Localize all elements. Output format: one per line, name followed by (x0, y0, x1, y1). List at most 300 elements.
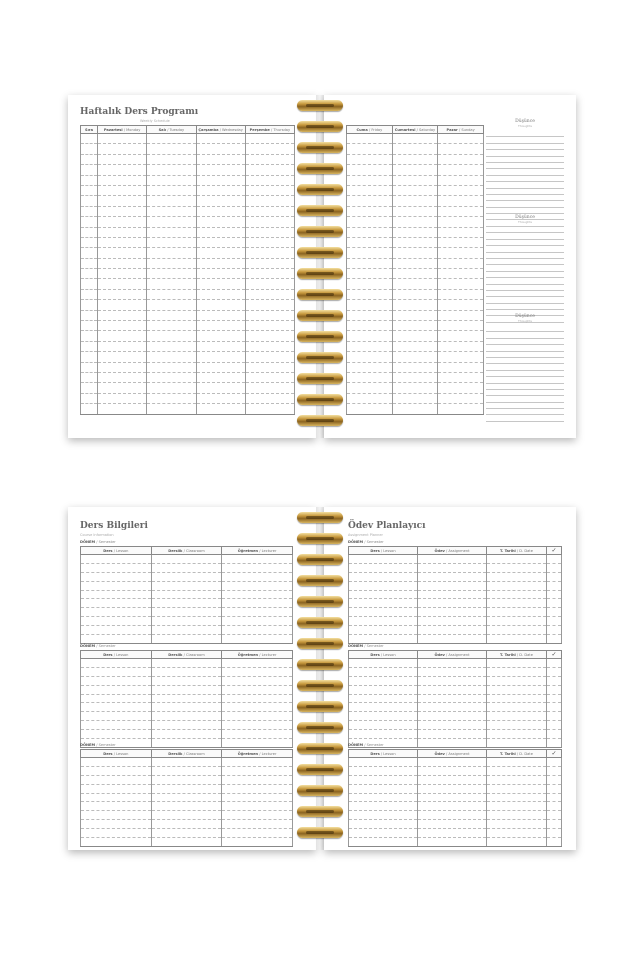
table-cell[interactable] (81, 667, 152, 676)
table-cell[interactable] (147, 383, 196, 393)
table-cell[interactable] (222, 685, 293, 694)
table-cell[interactable] (81, 829, 152, 838)
table-cell[interactable] (151, 721, 222, 730)
table-cell[interactable] (547, 635, 562, 644)
table-cell[interactable] (81, 838, 152, 847)
table-cell[interactable] (349, 599, 418, 608)
table-cell[interactable] (347, 404, 393, 414)
table-cell[interactable] (547, 572, 562, 581)
table-cell[interactable] (487, 703, 547, 712)
table-cell[interactable] (392, 165, 438, 175)
table-cell[interactable] (349, 694, 418, 703)
table-cell[interactable] (438, 300, 484, 310)
table-cell[interactable] (98, 393, 147, 403)
table-cell[interactable] (245, 134, 294, 144)
table-cell[interactable] (487, 563, 547, 572)
table-cell[interactable] (245, 217, 294, 227)
table-cell[interactable] (487, 617, 547, 626)
table-cell[interactable] (81, 617, 152, 626)
table-cell[interactable] (245, 269, 294, 279)
table-cell[interactable] (392, 185, 438, 195)
table-cell[interactable] (438, 362, 484, 372)
table-cell[interactable] (245, 248, 294, 258)
table-cell[interactable] (81, 635, 152, 644)
table-cell[interactable] (196, 227, 245, 237)
table-cell[interactable] (392, 352, 438, 362)
table-cell[interactable] (347, 310, 393, 320)
table-cell[interactable] (392, 134, 438, 144)
table-cell[interactable] (196, 372, 245, 382)
table-cell[interactable] (418, 626, 487, 635)
table-cell[interactable] (196, 300, 245, 310)
table-cell[interactable] (245, 175, 294, 185)
table-cell[interactable] (347, 134, 393, 144)
table-cell[interactable] (547, 811, 562, 820)
table-cell[interactable] (222, 599, 293, 608)
table-cell[interactable] (98, 165, 147, 175)
table-cell[interactable] (392, 321, 438, 331)
table-cell[interactable] (81, 775, 152, 784)
table-cell[interactable] (81, 590, 152, 599)
table-cell[interactable] (349, 617, 418, 626)
table-cell[interactable] (392, 300, 438, 310)
table-cell[interactable] (151, 581, 222, 590)
table-cell[interactable] (349, 712, 418, 721)
table-cell[interactable] (418, 617, 487, 626)
table-cell[interactable] (392, 269, 438, 279)
table-cell[interactable] (81, 352, 98, 362)
table-cell[interactable] (547, 694, 562, 703)
table-cell[interactable] (487, 572, 547, 581)
table-cell[interactable] (438, 237, 484, 247)
table-cell[interactable] (81, 608, 152, 617)
table-cell[interactable] (98, 362, 147, 372)
table-cell[interactable] (347, 279, 393, 289)
table-cell[interactable] (81, 793, 152, 802)
table-cell[interactable] (349, 829, 418, 838)
table-cell[interactable] (487, 775, 547, 784)
table-cell[interactable] (147, 217, 196, 227)
table-cell[interactable] (547, 703, 562, 712)
table-cell[interactable] (547, 766, 562, 775)
table-cell[interactable] (392, 393, 438, 403)
table-cell[interactable] (438, 165, 484, 175)
table-cell[interactable] (347, 196, 393, 206)
table-cell[interactable] (438, 372, 484, 382)
table-cell[interactable] (438, 404, 484, 414)
table-cell[interactable] (151, 572, 222, 581)
table-cell[interactable] (222, 820, 293, 829)
table-cell[interactable] (222, 739, 293, 748)
table-cell[interactable] (81, 721, 152, 730)
table-cell[interactable] (392, 404, 438, 414)
table-cell[interactable] (222, 608, 293, 617)
table-cell[interactable] (98, 248, 147, 258)
table-cell[interactable] (196, 269, 245, 279)
table-cell[interactable] (81, 300, 98, 310)
table-cell[interactable] (438, 185, 484, 195)
table-cell[interactable] (392, 144, 438, 154)
table-cell[interactable] (81, 581, 152, 590)
table-cell[interactable] (81, 289, 98, 299)
table-cell[interactable] (151, 694, 222, 703)
table-cell[interactable] (547, 730, 562, 739)
table-cell[interactable] (487, 635, 547, 644)
table-cell[interactable] (222, 802, 293, 811)
table-cell[interactable] (418, 667, 487, 676)
table-cell[interactable] (487, 667, 547, 676)
table-cell[interactable] (81, 175, 98, 185)
table-cell[interactable] (418, 572, 487, 581)
table-cell[interactable] (147, 310, 196, 320)
table-cell[interactable] (98, 237, 147, 247)
table-cell[interactable] (81, 802, 152, 811)
table-cell[interactable] (392, 331, 438, 341)
table-cell[interactable] (222, 838, 293, 847)
table-cell[interactable] (222, 617, 293, 626)
table-cell[interactable] (487, 739, 547, 748)
table-cell[interactable] (81, 393, 98, 403)
table-cell[interactable] (347, 321, 393, 331)
table-cell[interactable] (98, 310, 147, 320)
table-cell[interactable] (222, 590, 293, 599)
table-cell[interactable] (438, 227, 484, 237)
table-cell[interactable] (81, 811, 152, 820)
table-cell[interactable] (438, 310, 484, 320)
table-cell[interactable] (196, 144, 245, 154)
table-cell[interactable] (487, 694, 547, 703)
table-cell[interactable] (151, 685, 222, 694)
table-cell[interactable] (487, 599, 547, 608)
table-cell[interactable] (222, 563, 293, 572)
table-cell[interactable] (245, 165, 294, 175)
table-cell[interactable] (392, 237, 438, 247)
table-cell[interactable] (349, 590, 418, 599)
table-cell[interactable] (547, 581, 562, 590)
table-cell[interactable] (81, 703, 152, 712)
table-cell[interactable] (245, 393, 294, 403)
table-cell[interactable] (81, 279, 98, 289)
table-cell[interactable] (196, 383, 245, 393)
table-cell[interactable] (151, 608, 222, 617)
notes-lines[interactable] (486, 326, 564, 422)
table-cell[interactable] (196, 404, 245, 414)
table-cell[interactable] (151, 635, 222, 644)
table-cell[interactable] (81, 563, 152, 572)
table-cell[interactable] (438, 196, 484, 206)
table-cell[interactable] (81, 269, 98, 279)
table-cell[interactable] (347, 352, 393, 362)
table-cell[interactable] (349, 811, 418, 820)
table-cell[interactable] (151, 617, 222, 626)
table-cell[interactable] (418, 581, 487, 590)
table-cell[interactable] (487, 676, 547, 685)
table-cell[interactable] (349, 685, 418, 694)
table-cell[interactable] (547, 685, 562, 694)
table-cell[interactable] (81, 185, 98, 195)
table-cell[interactable] (151, 659, 222, 668)
table-cell[interactable] (81, 310, 98, 320)
table-cell[interactable] (438, 248, 484, 258)
table-cell[interactable] (222, 829, 293, 838)
table-cell[interactable] (347, 165, 393, 175)
table-cell[interactable] (196, 196, 245, 206)
table-cell[interactable] (349, 793, 418, 802)
table-cell[interactable] (151, 667, 222, 676)
table-cell[interactable] (222, 555, 293, 564)
table-cell[interactable] (487, 820, 547, 829)
table-cell[interactable] (487, 811, 547, 820)
table-cell[interactable] (438, 321, 484, 331)
table-cell[interactable] (81, 321, 98, 331)
table-cell[interactable] (418, 712, 487, 721)
table-cell[interactable] (347, 383, 393, 393)
table-cell[interactable] (245, 185, 294, 195)
table-cell[interactable] (222, 758, 293, 767)
table-cell[interactable] (418, 739, 487, 748)
table-cell[interactable] (81, 144, 98, 154)
table-cell[interactable] (245, 352, 294, 362)
table-cell[interactable] (347, 372, 393, 382)
table-cell[interactable] (81, 599, 152, 608)
table-cell[interactable] (487, 590, 547, 599)
table-cell[interactable] (98, 300, 147, 310)
table-cell[interactable] (147, 341, 196, 351)
table-cell[interactable] (418, 784, 487, 793)
table-cell[interactable] (418, 555, 487, 564)
table-cell[interactable] (347, 175, 393, 185)
table-cell[interactable] (81, 258, 98, 268)
table-cell[interactable] (418, 802, 487, 811)
table-cell[interactable] (438, 279, 484, 289)
table-cell[interactable] (347, 300, 393, 310)
table-cell[interactable] (147, 269, 196, 279)
table-cell[interactable] (347, 258, 393, 268)
table-cell[interactable] (147, 404, 196, 414)
table-cell[interactable] (147, 289, 196, 299)
table-cell[interactable] (98, 341, 147, 351)
table-cell[interactable] (98, 134, 147, 144)
table-cell[interactable] (151, 775, 222, 784)
notes-lines[interactable] (486, 227, 564, 323)
table-cell[interactable] (151, 758, 222, 767)
table-cell[interactable] (98, 321, 147, 331)
table-cell[interactable] (245, 237, 294, 247)
table-cell[interactable] (151, 829, 222, 838)
table-cell[interactable] (349, 820, 418, 829)
table-cell[interactable] (147, 206, 196, 216)
table-cell[interactable] (147, 237, 196, 247)
table-cell[interactable] (81, 730, 152, 739)
table-cell[interactable] (438, 269, 484, 279)
table-cell[interactable] (418, 703, 487, 712)
table-cell[interactable] (222, 721, 293, 730)
table-cell[interactable] (245, 372, 294, 382)
table-cell[interactable] (547, 838, 562, 847)
table-cell[interactable] (81, 820, 152, 829)
table-cell[interactable] (196, 341, 245, 351)
table-cell[interactable] (347, 289, 393, 299)
table-cell[interactable] (349, 555, 418, 564)
table-cell[interactable] (196, 258, 245, 268)
table-cell[interactable] (98, 217, 147, 227)
table-cell[interactable] (392, 362, 438, 372)
table-cell[interactable] (98, 352, 147, 362)
table-cell[interactable] (418, 563, 487, 572)
table-cell[interactable] (245, 310, 294, 320)
table-cell[interactable] (81, 165, 98, 175)
table-cell[interactable] (347, 217, 393, 227)
table-cell[interactable] (349, 838, 418, 847)
note-line[interactable] (486, 415, 564, 421)
table-cell[interactable] (196, 289, 245, 299)
table-cell[interactable] (245, 300, 294, 310)
table-cell[interactable] (547, 802, 562, 811)
table-cell[interactable] (81, 712, 152, 721)
notes-lines[interactable] (486, 131, 564, 227)
table-cell[interactable] (547, 667, 562, 676)
table-cell[interactable] (349, 721, 418, 730)
table-cell[interactable] (147, 300, 196, 310)
table-cell[interactable] (222, 703, 293, 712)
table-cell[interactable] (196, 206, 245, 216)
table-cell[interactable] (151, 766, 222, 775)
table-cell[interactable] (487, 730, 547, 739)
table-cell[interactable] (81, 331, 98, 341)
table-cell[interactable] (245, 321, 294, 331)
table-cell[interactable] (245, 331, 294, 341)
table-cell[interactable] (245, 341, 294, 351)
table-cell[interactable] (222, 676, 293, 685)
table-cell[interactable] (147, 154, 196, 164)
table-cell[interactable] (151, 784, 222, 793)
table-cell[interactable] (81, 676, 152, 685)
table-cell[interactable] (151, 793, 222, 802)
table-cell[interactable] (547, 758, 562, 767)
table-cell[interactable] (222, 766, 293, 775)
table-cell[interactable] (349, 581, 418, 590)
table-cell[interactable] (98, 175, 147, 185)
table-cell[interactable] (349, 676, 418, 685)
table-cell[interactable] (98, 269, 147, 279)
table-cell[interactable] (196, 154, 245, 164)
table-cell[interactable] (98, 206, 147, 216)
table-cell[interactable] (98, 144, 147, 154)
table-cell[interactable] (547, 599, 562, 608)
table-cell[interactable] (438, 144, 484, 154)
table-cell[interactable] (347, 185, 393, 195)
table-cell[interactable] (147, 372, 196, 382)
table-cell[interactable] (98, 279, 147, 289)
table-cell[interactable] (98, 331, 147, 341)
table-cell[interactable] (245, 154, 294, 164)
table-cell[interactable] (81, 784, 152, 793)
table-cell[interactable] (222, 712, 293, 721)
table-cell[interactable] (81, 766, 152, 775)
table-cell[interactable] (196, 175, 245, 185)
table-cell[interactable] (222, 581, 293, 590)
table-cell[interactable] (245, 279, 294, 289)
table-cell[interactable] (438, 217, 484, 227)
table-cell[interactable] (245, 227, 294, 237)
table-cell[interactable] (151, 820, 222, 829)
table-cell[interactable] (547, 829, 562, 838)
table-cell[interactable] (147, 279, 196, 289)
table-cell[interactable] (151, 555, 222, 564)
table-cell[interactable] (438, 383, 484, 393)
table-cell[interactable] (392, 279, 438, 289)
table-cell[interactable] (245, 383, 294, 393)
table-cell[interactable] (547, 739, 562, 748)
table-cell[interactable] (418, 758, 487, 767)
table-cell[interactable] (392, 227, 438, 237)
table-cell[interactable] (418, 608, 487, 617)
table-cell[interactable] (81, 248, 98, 258)
table-cell[interactable] (547, 555, 562, 564)
table-cell[interactable] (347, 269, 393, 279)
table-cell[interactable] (347, 206, 393, 216)
table-cell[interactable] (147, 362, 196, 372)
table-cell[interactable] (349, 667, 418, 676)
table-cell[interactable] (418, 685, 487, 694)
table-cell[interactable] (147, 393, 196, 403)
table-cell[interactable] (418, 659, 487, 668)
table-cell[interactable] (196, 217, 245, 227)
table-cell[interactable] (418, 635, 487, 644)
table-cell[interactable] (547, 784, 562, 793)
table-cell[interactable] (487, 802, 547, 811)
table-cell[interactable] (487, 555, 547, 564)
table-cell[interactable] (151, 590, 222, 599)
table-cell[interactable] (349, 730, 418, 739)
table-cell[interactable] (222, 775, 293, 784)
table-cell[interactable] (487, 766, 547, 775)
table-cell[interactable] (147, 196, 196, 206)
table-cell[interactable] (349, 563, 418, 572)
table-cell[interactable] (196, 279, 245, 289)
table-cell[interactable] (151, 802, 222, 811)
table-cell[interactable] (418, 829, 487, 838)
table-cell[interactable] (196, 248, 245, 258)
table-cell[interactable] (81, 217, 98, 227)
table-cell[interactable] (196, 134, 245, 144)
table-cell[interactable] (392, 248, 438, 258)
table-cell[interactable] (222, 626, 293, 635)
table-cell[interactable] (81, 341, 98, 351)
table-cell[interactable] (418, 766, 487, 775)
table-cell[interactable] (81, 404, 98, 414)
table-cell[interactable] (81, 362, 98, 372)
table-cell[interactable] (222, 635, 293, 644)
table-cell[interactable] (547, 617, 562, 626)
table-cell[interactable] (347, 237, 393, 247)
table-cell[interactable] (245, 144, 294, 154)
table-cell[interactable] (347, 393, 393, 403)
table-cell[interactable] (151, 739, 222, 748)
table-cell[interactable] (81, 758, 152, 767)
table-cell[interactable] (245, 206, 294, 216)
table-cell[interactable] (418, 811, 487, 820)
table-cell[interactable] (98, 154, 147, 164)
table-cell[interactable] (438, 206, 484, 216)
table-cell[interactable] (81, 237, 98, 247)
table-cell[interactable] (196, 185, 245, 195)
table-cell[interactable] (222, 694, 293, 703)
table-cell[interactable] (81, 659, 152, 668)
table-cell[interactable] (392, 383, 438, 393)
table-cell[interactable] (196, 165, 245, 175)
table-cell[interactable] (487, 829, 547, 838)
